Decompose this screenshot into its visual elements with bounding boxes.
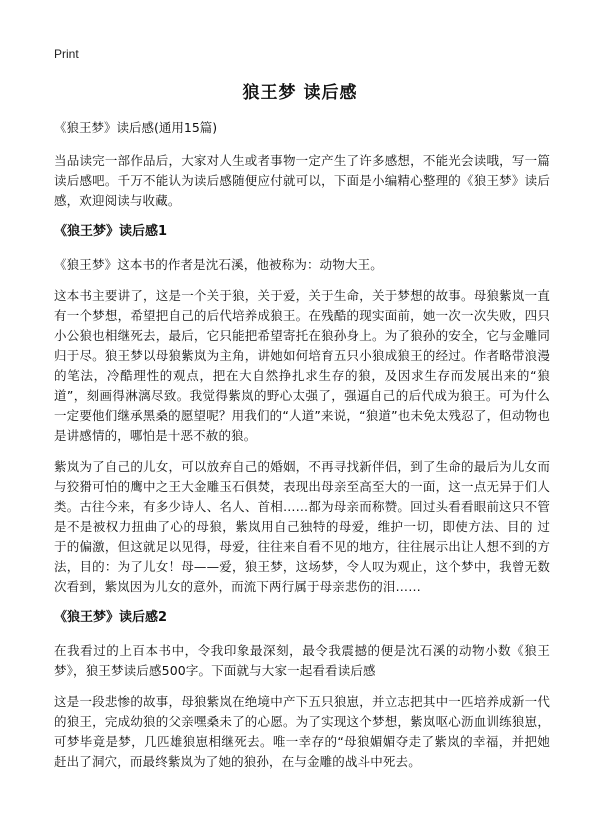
article-subtitle: 《狼王梦》读后感(通用15篇) <box>54 120 218 135</box>
print-link[interactable]: Print <box>54 47 79 61</box>
article-body <box>54 118 550 783</box>
section-1-heading: 《狼王梦》读后感1 <box>54 224 168 239</box>
section-2-paragraph: 这是一段悲惨的故事，母狼紫岚在绝境中产下五只狼崽，并立志把其中一匹培养成新一代的狼王，完成幼狼的父亲嘿桑未了的心愿。为了实现这个梦想，紫岚呕心沥血训练狼崽，可梦毕竟是梦，几匹雄狼崽相继死去。唯一幸存的“母狼媚媚夺走了紫岚的幸福，并把她赶出了洞穴，而最终紫岚为了她的狼孙，在与金雕的战斗中死去。 <box>54 694 550 769</box>
section-1-paragraph: 《狼王梦》这本书的作者是沈石溪，他被称为：动物大王。 <box>54 257 383 272</box>
section-1-paragraph: 紫岚为了自己的儿女，可以放弃自己的婚姻，不再寻找新伴侣，到了生命的最后为儿女而与狡猾可怕的鹰中之王大金雕玉石俱焚，表现出母亲至高至大的一面，这一点无异于们人类。古往今来，有多少诗人、名人、首相……都为母亲而称赞。回过头看看眼前这只不管是不是被权力扭曲了心的母狼，紫岚用自己独特的母爱，维护一切，即使方法、目的 过于的偏激，但这就足以见得，母爱，往往来自看不见的地方，往往展示出让人想不到的方法，目的：为了儿女！母——爱，狼王梦，这场梦，令人叹为观止，这个梦中，我曾无数次看到，紫岚因为儿女的意外，而流下两行属于母亲悲伤的泪…… <box>54 459 550 594</box>
section-2-paragraph: 在我看过的上百本书中，令我印象最深刻，最令我震撼的便是沈石溪的动物小数《狼王梦》，狼王梦读后感500字。下面就与大家一起看看读后感 <box>54 643 550 678</box>
section-2-heading: 《狼王梦》读后感2 <box>54 610 168 625</box>
section-1-paragraph: 这本书主要讲了，这是一个关于狼，关于爱，关于生命，关于梦想的故事。母狼紫岚一直有一个梦想，希望把自己的后代培养成狼王。在残酷的现实面前，她一次一次失败，四只小公狼也相继死去，最后，它只能把希望寄托在狼孙身上。为了狼孙的安全，它与金雕同归于尽。狼王梦以母狼紫岚为主角，讲她如何培育五只小狼成狼王的经过。作者略带浪漫的笔法，冷酷理性的观点，把在大自然挣扎求生存的狼，及因求生存而发展出来的“狼道”，刻画得淋漓尽致。我觉得紫岚的野心太强了，强逼自己的后代成为狼王。可为什么一定要他们继承黑桑的愿望呢？用我们的“人道”来说，“狼道”也未免太残忍了，但动物也是讲感情的，哪怕是十恶不赦的狼。 <box>54 288 550 443</box>
intro-paragraph: 当品读完一部作品后，大家对人生或者事物一定产生了许多感想，不能光会读哦，写一篇读后感吧。千万不能认为读后感随便应付就可以，下面是小编精心整理的《狼王梦》读后感，欢迎阅读与收藏。 <box>54 153 550 208</box>
page-title: 狼王梦 读后感 <box>242 83 358 103</box>
